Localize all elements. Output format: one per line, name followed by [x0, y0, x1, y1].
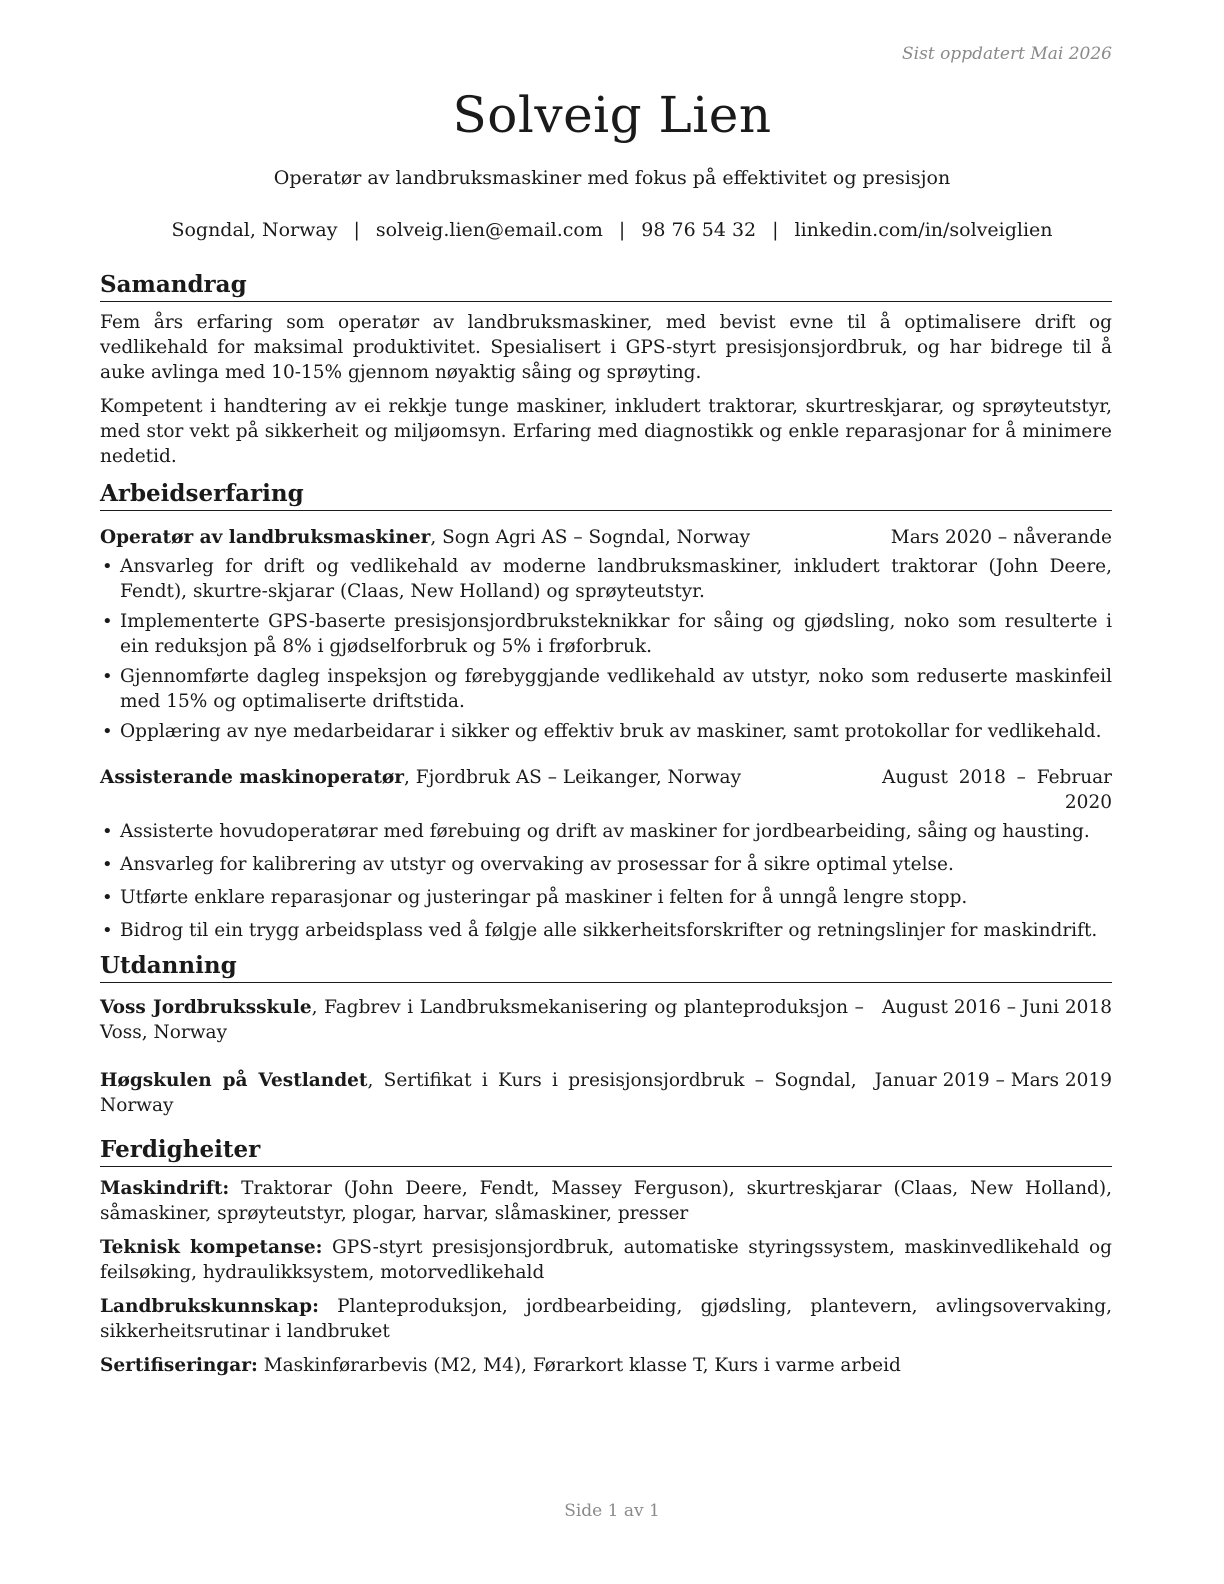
last-updated-note: Sist oppdatert Mai 2026: [902, 44, 1112, 64]
education-details: , Sertifikat i Kurs i presisjonsjordbruk – Sogndal, Norway: [100, 1070, 857, 1116]
contact-linkedin[interactable]: linkedin.com/in/solveiglien: [794, 219, 1053, 241]
job-header: [100, 525, 1112, 550]
list-item: • Gjennomførte dagleg inspeksjon og førebyggjande vedlikehald av utstyr, noko som reduserte maskinfeil med 15% og optimaliserte driftstida.: [100, 664, 1112, 714]
list-item: • Opplæring av nye medarbeidarar i sikker og effektiv bruk av maskiner, samt protokollar for vedlikehald.: [100, 719, 1112, 744]
skill-line: [100, 1176, 1112, 1226]
contact-separator: |: [353, 219, 360, 241]
skills-section: [100, 1135, 1112, 1378]
job-bullets: [100, 819, 1112, 943]
resume-body: [100, 270, 1112, 1378]
skill-label: Sertifiseringar:: [100, 1355, 258, 1376]
contact-location: Sogndal, Norway: [171, 219, 338, 241]
tagline: Operatør av landbruksmaskiner med fokus på effektivitet og presisjon: [273, 167, 951, 189]
school-name: Voss Jordbruksskule: [100, 997, 312, 1018]
education-line: [100, 1068, 875, 1118]
section-heading-skills: Ferdigheiter: [100, 1135, 1112, 1167]
job-title-line: [100, 525, 891, 550]
section-heading-experience: Arbeidserfaring: [100, 479, 1112, 511]
skill-line: [100, 1294, 1112, 1344]
list-item: • Implementerte GPS-baserte presisjonsjordbruksteknikkar for såing og gjødsling, noko som resulterte i ein reduksjon på 8% i gjødselforbruk og 5% i frøforbruk.: [100, 609, 1112, 659]
section-heading-education: Utdanning: [100, 951, 1112, 983]
contact-separator: |: [772, 219, 779, 241]
skill-text: Planteproduksjon, jordbearbeiding, gjødsling, plantevern, avlingsovervaking, sikkerheitsrutinar i landbruket: [100, 1296, 1112, 1342]
job-header: [100, 765, 1112, 815]
list-item: • Ansvarleg for kalibrering av utstyr og overvaking av prosessar for å sikre optimal ytelse.: [100, 852, 1112, 877]
education-item: [100, 1068, 1112, 1118]
list-item: • Ansvarleg for drift og vedlikehald av moderne landbruksmaskiner, inkludert traktorar (John Deere, Fendt), skurtre-skjarar (Claas, New Holland) og sprøyteutstyr.: [100, 554, 1112, 604]
skill-text: Traktorar (John Deere, Fendt, Massey Ferguson), skurtreskjarar (Claas, New Holland), såmaskiner, sprøyteutstyr, plogar, harvar, slåmaskiner, presser: [100, 1178, 1112, 1224]
job-dates: Mars 2020 – nåverande: [890, 527, 1112, 548]
summary-paragraph: Kompetent i handtering av ei rekkje tunge maskiner, inkludert traktorar, skurtreskjarar, og sprøyteutstyr, med stor vekt på sikkerheit og miljøomsyn. Erfaring med diagnostikk og enkle reparasjonar for å minimere nedetid.: [100, 396, 1112, 467]
experience-section: [100, 479, 1112, 943]
job-employer: , Fjordbruk AS – Leikanger, Norway: [403, 767, 742, 788]
education-dates: August 2016 – Juni 2018: [881, 997, 1112, 1018]
skill-label: Landbrukskunnskap:: [100, 1296, 319, 1317]
summary-paragraph: Fem års erfaring som operatør av landbruksmaskiner, med bevist evne til å optimalisere drift og vedlikehald for maksimal produktivitet. Spesialisert i GPS-styrt presisjonsjordbruk, og har bidrege til å auke avlinga med 10-15% gjennom nøyaktig såing og sprøyting.: [100, 312, 1112, 383]
skill-line: [100, 1353, 1112, 1378]
page-number: Side 1 av 1: [564, 1501, 660, 1521]
list-item: • Utførte enklare reparasjonar og justeringar på maskiner i felten for å unngå lengre stopp.: [100, 885, 1112, 910]
job-title: Assisterande maskinoperatør: [100, 767, 404, 788]
skill-text: GPS-styrt presisjonsjordbruk, automatiske styringssystem, maskinvedlikehald og feilsøking, hydraulikksystem, motorvedlikehald: [100, 1237, 1112, 1283]
education-details: , Fagbrev i Landbruksmekanisering og planteproduksjon – Voss, Norway: [100, 997, 864, 1043]
contact-email[interactable]: solveig.lien@email.com: [375, 219, 603, 241]
candidate-name: Solveig Lien: [452, 86, 772, 144]
education-line: [100, 995, 882, 1045]
contact-phone: 98 76 54 32: [641, 219, 757, 241]
skill-label: Teknisk kompetanse:: [100, 1237, 323, 1258]
job-title: Operatør av landbruksmaskiner: [100, 527, 431, 548]
list-item: • Assisterte hovudoperatørar med førebuing og drift av maskiner for jordbearbeiding, såing og hausting.: [100, 819, 1112, 844]
education-section: [100, 951, 1112, 1118]
skill-text: Maskinførarbevis (M2, M4), Førarkort klasse T, Kurs i varme arbeid: [257, 1355, 901, 1376]
contact-line: [0, 219, 1224, 241]
job-dates: August 2018 – Februar 2020: [882, 767, 1112, 813]
job-employer: , Sogn Agri AS – Sogndal, Norway: [430, 527, 751, 548]
list-item: • Bidrog til ein trygg arbeidsplass ved å følgje alle sikkerheitsforskrifter og retningslinjer for maskindrift.: [100, 918, 1112, 943]
education-dates: Januar 2019 – Mars 2019: [874, 1070, 1112, 1091]
skill-line: [100, 1235, 1112, 1285]
school-name: Høgskulen på Vestlandet: [100, 1070, 368, 1091]
job-bullets: [100, 554, 1112, 744]
skill-label: Maskindrift:: [100, 1178, 230, 1199]
contact-separator: |: [618, 219, 626, 241]
job-title-line: [100, 765, 882, 815]
section-heading-summary: Samandrag: [100, 270, 1112, 302]
summary-section: [100, 270, 1112, 469]
education-item: [100, 995, 1112, 1045]
